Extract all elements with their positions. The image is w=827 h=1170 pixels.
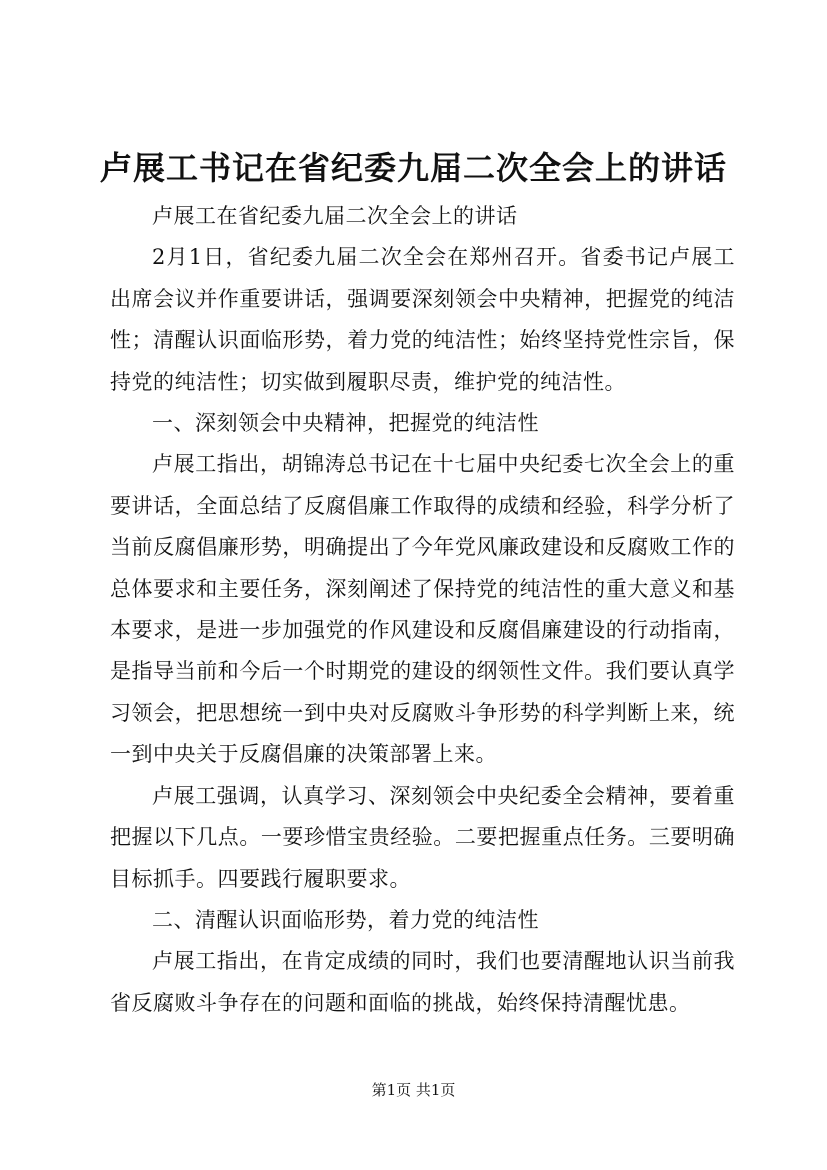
- document-body: [110, 196, 735, 1024]
- section-heading-2: 二、清醒认识面临形势，着力党的纯洁性: [152, 907, 539, 932]
- section-heading-1: 一、深刻领会中央精神，把握党的纯洁性: [152, 411, 539, 436]
- body-paragraph: 卢展工指出，在肯定成绩的同时，我们也要清醒地认识当前我省反腐败斗争存在的问题和面临的挑战，始终保持清醒忧患。: [110, 949, 735, 1015]
- subtitle-paragraph: 卢展工在省纪委九届二次全会上的讲话: [152, 204, 518, 228]
- body-paragraph: 卢展工指出，胡锦涛总书记在十七届中央纪委七次全会上的重要讲话，全面总结了反腐倡廉工作取得的成绩和经验，科学分析了当前反腐倡廉形势，明确提出了今年党风廉政建设和反腐败工作的总体要求和主要任务，深刻阐述了保持党的纯洁性的重大意义和基本要求，是进一步加强党的作风建设和反腐倡廉建设的行动指南，是指导当前和今后一个时期党的建设的纲领性文件。我们要认真学习领会，把思想统一到中央对反腐败斗争形势的科学判断上来，统一到中央关于反腐倡廉的决策部署上来。: [110, 452, 735, 767]
- page-footer: 第1页 共1页: [371, 1081, 456, 1099]
- body-paragraph: 卢展工强调，认真学习、深刻领会中央纪委全会精神，要着重把握以下几点。一要珍惜宝贵经验。二要把握重点任务。三要明确目标抓手。四要践行履职要求。: [110, 783, 735, 891]
- document-title: 卢展工书记在省纪委九届二次全会上的讲话: [99, 149, 727, 187]
- intro-paragraph: 2月1日，省纪委九届二次全会在郑州召开。省委书记卢展工出席会议并作重要讲话，强调要深刻领会中央精神，把握党的纯洁性；清醒认识面临形势，着力党的纯洁性；始终坚持党性宗旨，保持党的纯洁性；切实做到履职尽责，维护党的纯洁性。: [110, 245, 735, 394]
